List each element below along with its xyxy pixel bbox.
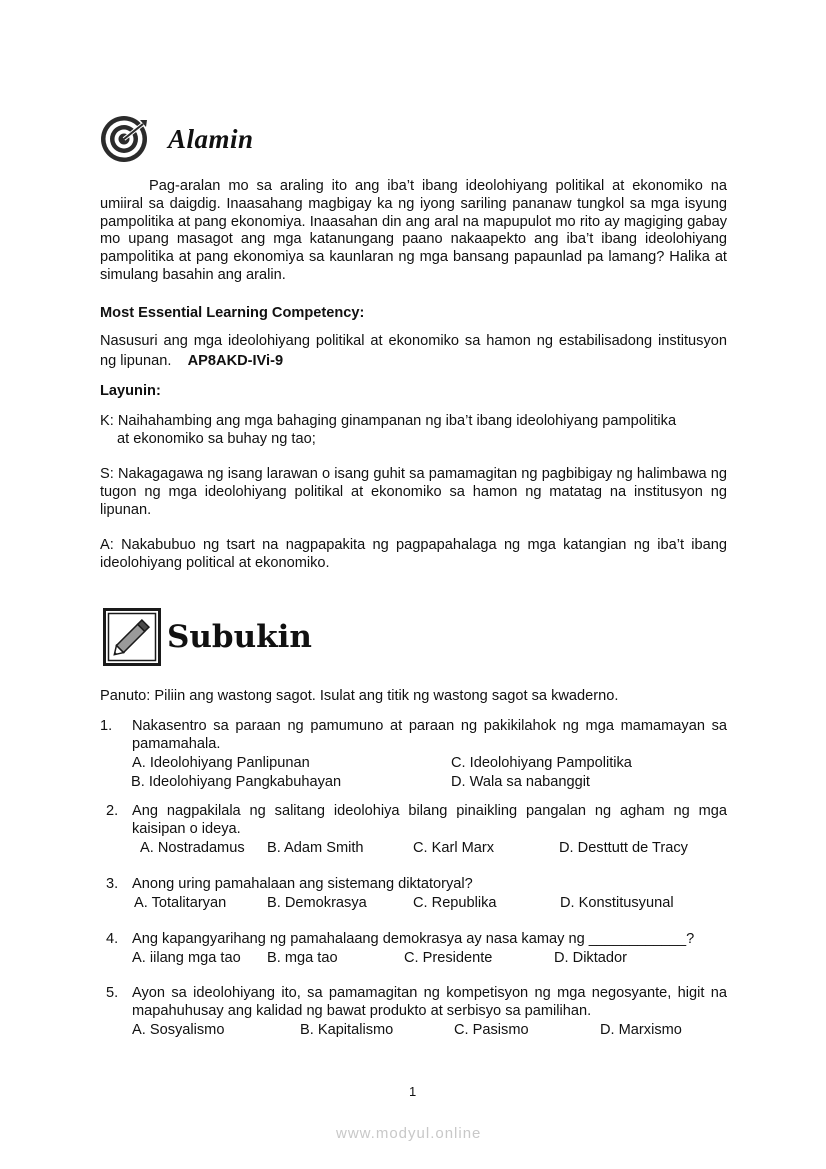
option-d: D. Konstitusyunal [560,895,674,911]
option-c: C. Presidente [404,950,493,966]
alamin-title: Alamin [168,123,254,154]
option-a: A. Sosyalismo [132,1022,225,1038]
watermark: www.modyul.online [336,1125,482,1142]
question-stem: Anong uring pamahalaan ang sistemang diktatoryal? [132,876,473,892]
option-b: B. Adam Smith [267,840,364,856]
option-d: D. Desttutt de Tracy [559,840,688,856]
option-c: C. Republika [413,895,497,911]
subukin-instructions: Panuto: Piliin ang wastong sagot. Isulat ang titik ng wastong sagot sa kwaderno. [100,688,619,704]
alamin-header [99,114,254,164]
question-number: 5. [106,985,119,1001]
question-number: 4. [106,931,119,947]
option-a: A. Nostradamus [140,840,245,856]
option-a: A. Ideolohiyang Panlipunan [132,755,310,771]
layunin-heading: Layunin: [100,383,161,399]
question-4 [100,931,727,971]
melc-text [100,331,727,371]
pencil-icon [103,608,161,666]
question-stem: Ayon sa ideolohiyang ito, sa pamamagitan ng kompetisyon ng mga negosyante, higit na mapahuhusay ang kalidad ng bawat produkto at serbisyo sa pamilihan. [132,985,727,1019]
option-a: A. iilang mga tao [132,950,241,966]
question-stem: Nakasentro sa paraan ng pamumuno at paraan ng pakikilahok ng mga mamamayan sa pamamahala. [132,718,727,752]
melc-code: AP8AKD-IVi-9 [187,353,284,369]
question-2 [100,803,727,863]
option-c: C. Karl Marx [413,840,495,856]
option-d: D. Wala sa nabanggit [451,774,590,790]
question-number: 3. [106,876,119,892]
melc-statement: Nasusuri ang mga ideolohiyang politikal at ekonomiko sa hamon ng estabilisadong institusyon ng lipunan. [100,333,727,369]
option-c: C. Ideolohiyang Pampolitika [451,755,632,771]
question-stem: Ang kapangyarihang ng pamahalaang demokrasya ay nasa kamay ng ____________? [132,931,695,947]
subukin-title: Subukin [167,619,312,655]
alamin-intro: Pag-aralan mo sa araling ito ang iba’t ibang ideolohiyang politikal at ekonomiko na umiiral sa daigdig. Inaasahang magbigay ka ng iyong sariling pananaw tungkol sa mga isyung pampolitika at pang ekonomiya. Inaasahan din ang aral na mapupulot mo rito ay magiging gabay mo upang masagot ang mga katanungang paano nakaapekto ang iba’t ibang ideolohiyang pampolitika at pang ekonomiya sa kaunlaran ng mga bansang papaunlad pa lamang? Halika at simulang basahin ang aralin. [100,178,727,283]
option-c: C. Pasismo [454,1022,529,1038]
layunin-a: A: Nakabubuo ng tsart na nagpapakita ng pagpapahalaga ng mga katangian ng iba’t ibang ideolohiyang political at ekonomiko. [100,537,727,571]
question-3 [100,876,727,916]
option-a: A. Totalitaryan [134,895,227,911]
question-number: 2. [106,803,119,819]
melc-heading: Most Essential Learning Competency: [100,305,365,321]
option-b: B. Demokrasya [267,895,367,911]
option-b: B. mga tao [267,950,338,966]
question-1 [100,718,727,796]
question-5 [100,985,727,1045]
option-b: B. Ideolohiyang Pangkabuhayan [131,774,342,790]
layunin-k-line2: at ekonomiko sa buhay ng tao; [117,431,316,447]
page-number: 1 [409,1084,417,1099]
option-d: D. Diktador [554,950,627,966]
option-b: B. Kapitalismo [300,1022,394,1038]
option-d: D. Marxismo [600,1022,682,1038]
subukin-header [103,608,312,666]
question-stem: Ang nagpakilala ng salitang ideolohiya bilang pinaikling pangalan ng agham ng mga kaisipan o ideya. [132,803,727,837]
layunin-k-line1: K: Naihahambing ang mga bahaging ginampanan ng iba’t ibang ideolohiyang pampolitika [100,413,677,429]
question-number: 1. [100,718,113,734]
layunin-s: S: Nakagagawa ng isang larawan o isang guhit sa pamamagitan ng pagbibigay ng halimbawa ng tugon ng mga ideolohiyang politikal at ekonomiko sa hamon ng matatag na institusyon ng lipunan. [100,466,727,518]
target-icon [99,114,149,164]
